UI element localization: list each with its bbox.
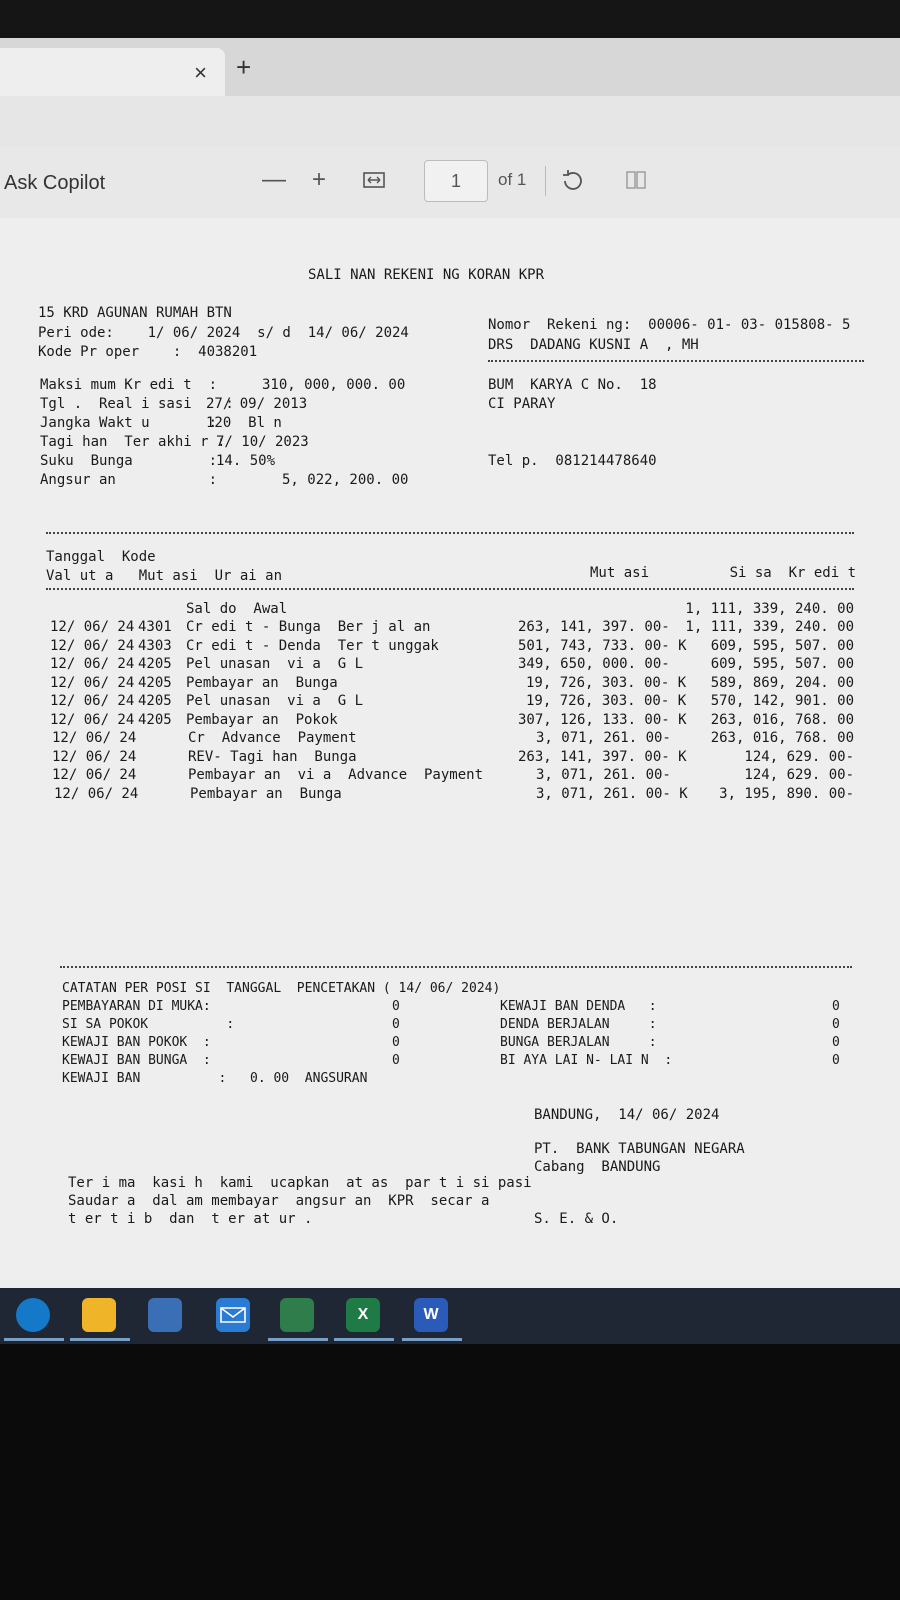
note-label: DENDA BERJALAN : bbox=[500, 1017, 657, 1032]
browser-tab[interactable] bbox=[0, 48, 225, 96]
note-value: 0 bbox=[392, 1053, 400, 1068]
row-balance: 609, 595, 507. 00 bbox=[710, 638, 854, 654]
row-balance: 263, 016, 768. 00 bbox=[710, 730, 854, 746]
note-label: KEWAJI BAN BUNGA : bbox=[62, 1053, 211, 1068]
row-code: 4205 bbox=[138, 656, 172, 672]
edge-icon[interactable] bbox=[16, 1298, 50, 1332]
column-header-tanggal: Tanggal Kode bbox=[46, 549, 156, 565]
dotted-separator bbox=[60, 966, 852, 968]
info-value: 5, 022, 200. 00 bbox=[282, 472, 409, 488]
store-icon[interactable] bbox=[148, 1298, 182, 1332]
thanks-line-2: Saudar a dal am membayar angsur an KPR secar a bbox=[68, 1193, 490, 1209]
zoom-in-icon[interactable]: + bbox=[312, 166, 327, 193]
row-description: Cr edi t - Bunga Ber j al an bbox=[186, 619, 431, 635]
row-description: Pel unasan vi a G L bbox=[186, 693, 364, 709]
row-description: Pembayar an vi a Advance Payment bbox=[188, 767, 484, 783]
row-balance: 589, 869, 204. 00 bbox=[710, 675, 854, 691]
row-description: Pembayar an Bunga bbox=[186, 675, 338, 691]
phone: Tel p. 081214478640 bbox=[488, 453, 657, 469]
info-label: Jangka Wakt u : bbox=[40, 415, 218, 431]
row-description: REV- Tagi han Bunga bbox=[188, 749, 357, 765]
info-label: Tagi han Ter akhi r : bbox=[40, 434, 226, 450]
fit-page-icon[interactable] bbox=[362, 168, 386, 199]
row-mutation: 3, 071, 261. 00- bbox=[536, 767, 671, 783]
row-description: Pel unasan vi a G L bbox=[186, 656, 364, 672]
column-header-sisa-kredit: Si sa Kr edi t bbox=[729, 565, 856, 581]
address-line-2: CI PARAY bbox=[488, 396, 556, 412]
new-tab-icon[interactable]: + bbox=[236, 52, 252, 82]
dotted-separator bbox=[46, 588, 854, 590]
note-value: 0 bbox=[392, 1035, 400, 1050]
row-balance: 263, 016, 768. 00 bbox=[710, 712, 854, 728]
row-description: Sal do Awal bbox=[186, 601, 288, 617]
branch-name: Cabang BANDUNG bbox=[534, 1159, 661, 1175]
active-indicator bbox=[70, 1338, 130, 1341]
note-value: 0 bbox=[832, 1035, 840, 1050]
note-value: 0 bbox=[832, 1017, 840, 1032]
note-label: KEWAJI BAN POKOK : bbox=[62, 1035, 211, 1050]
row-date: 12/ 06/ 24 bbox=[50, 712, 135, 728]
kewajiban-label: KEWAJI BAN : bbox=[62, 1071, 227, 1086]
pdf-page bbox=[0, 218, 900, 1288]
file-explorer-icon[interactable] bbox=[82, 1298, 116, 1332]
signature-note: S. E. & O. bbox=[534, 1211, 619, 1227]
active-indicator bbox=[402, 1338, 462, 1341]
customer-name: DRS DADANG KUSNI A , MH bbox=[488, 337, 699, 353]
info-value: 27/ 09/ 2013 bbox=[206, 396, 308, 412]
row-description: Cr Advance Payment bbox=[188, 730, 357, 746]
info-value: 14. 50% bbox=[216, 453, 276, 469]
page-count: of 1 bbox=[498, 170, 527, 189]
project-icon[interactable] bbox=[280, 1298, 314, 1332]
thanks-line-1: Ter i ma kasi h kami ucapkan at as par t i si pasi bbox=[68, 1175, 532, 1191]
document-title: SALI NAN REKENI NG KORAN KPR bbox=[308, 267, 545, 283]
active-indicator bbox=[268, 1338, 328, 1341]
note-label: SI SA POKOK : bbox=[62, 1017, 235, 1032]
place-date: BANDUNG, 14/ 06/ 2024 bbox=[534, 1107, 720, 1123]
page-number-input[interactable]: 1 bbox=[424, 160, 488, 202]
row-date: 12/ 06/ 24 bbox=[50, 693, 135, 709]
excel-icon[interactable]: X bbox=[346, 1298, 380, 1332]
pdf-toolbar bbox=[0, 146, 900, 219]
row-mutation: 3, 071, 261. 00- bbox=[536, 730, 671, 746]
info-label: Maksi mum Kr edi t : bbox=[40, 377, 218, 393]
row-mutation: 501, 743, 733. 00- K bbox=[518, 638, 687, 654]
row-mutation: 307, 126, 133. 00- K bbox=[518, 712, 687, 728]
row-mutation: 263, 141, 397. 00- K bbox=[518, 749, 687, 765]
account-number: Nomor Rekeni ng: 00006- 01- 03- 015808- 5 bbox=[488, 317, 851, 333]
mail-icon[interactable] bbox=[216, 1298, 250, 1332]
tab-bar bbox=[0, 38, 900, 96]
row-date: 12/ 06/ 24 bbox=[50, 675, 135, 691]
info-label: Tgl . Real i sasi : bbox=[40, 396, 234, 412]
note-value: 0 bbox=[392, 999, 400, 1014]
notes-title: CATATAN PER POSI SI TANGGAL PENCETAKAN ( 14/ 06/ 2024) bbox=[62, 981, 501, 996]
dotted-separator bbox=[488, 360, 864, 362]
row-date: 12/ 06/ 24 bbox=[52, 730, 137, 746]
row-balance: 570, 142, 901. 00 bbox=[710, 693, 854, 709]
word-icon[interactable]: W bbox=[414, 1298, 448, 1332]
row-date: 12/ 06/ 24 bbox=[54, 786, 139, 802]
toolbar-divider bbox=[545, 166, 546, 196]
note-label: PEMBAYARAN DI MUKA: bbox=[62, 999, 211, 1014]
ask-copilot-button[interactable]: Ask Copilot bbox=[4, 172, 106, 194]
row-balance: 609, 595, 507. 00 bbox=[710, 656, 854, 672]
info-value: 7/ 10/ 2023 bbox=[216, 434, 309, 450]
row-balance: 1, 111, 339, 240. 00 bbox=[685, 619, 854, 635]
column-header-valuta: Val ut a Mut asi Ur ai an bbox=[46, 568, 283, 584]
screen bbox=[0, 38, 900, 1288]
dotted-separator bbox=[46, 532, 854, 534]
row-code: 4205 bbox=[138, 712, 172, 728]
row-mutation: 19, 726, 303. 00- K bbox=[526, 675, 687, 691]
note-value: 0 bbox=[392, 1017, 400, 1032]
row-date: 12/ 06/ 24 bbox=[50, 656, 135, 672]
info-value: 310, 000, 000. 00 bbox=[262, 377, 406, 393]
row-mutation: 263, 141, 397. 00- bbox=[518, 619, 670, 635]
period: Peri ode: 1/ 06/ 2024 s/ d 14/ 06/ 2024 bbox=[38, 325, 409, 341]
row-mutation: 3, 071, 261. 00- K bbox=[536, 786, 688, 802]
row-balance: 124, 629. 00- bbox=[744, 767, 854, 783]
close-tab-icon[interactable]: × bbox=[194, 60, 207, 85]
active-indicator bbox=[334, 1338, 394, 1341]
rotate-icon[interactable] bbox=[560, 168, 586, 201]
address-line-1: BUM KARYA C No. 18 bbox=[488, 377, 657, 393]
note-value: 0 bbox=[832, 1053, 840, 1068]
row-code: 4301 bbox=[138, 619, 172, 635]
column-header-mutasi: Mut asi bbox=[590, 565, 650, 581]
note-label: BI AYA LAI N- LAI N : bbox=[500, 1053, 673, 1068]
monitor-bezel bbox=[0, 0, 900, 38]
row-date: 12/ 06/ 24 bbox=[52, 749, 137, 765]
row-balance: 1, 111, 339, 240. 00 bbox=[685, 601, 854, 617]
bank-name: PT. BANK TABUNGAN NEGARA bbox=[534, 1141, 745, 1157]
row-mutation: 19, 726, 303. 00- K bbox=[526, 693, 687, 709]
kewajiban-value: 0. 00 ANGSURAN bbox=[250, 1071, 368, 1086]
row-code: 4205 bbox=[138, 675, 172, 691]
thanks-line-3: t er t i b dan t er at ur . bbox=[68, 1211, 313, 1227]
row-date: 12/ 06/ 24 bbox=[52, 767, 137, 783]
note-label: BUNGA BERJALAN : bbox=[500, 1035, 657, 1050]
note-value: 0 bbox=[832, 999, 840, 1014]
zoom-out-icon[interactable]: — bbox=[262, 166, 286, 193]
row-balance: 3, 195, 890. 00- bbox=[719, 786, 854, 802]
product-name: 15 KRD AGUNAN RUMAH BTN bbox=[38, 305, 232, 321]
row-date: 12/ 06/ 24 bbox=[50, 619, 135, 635]
row-mutation: 349, 650, 000. 00- bbox=[518, 656, 670, 672]
row-description: Pembayar an Bunga bbox=[190, 786, 342, 802]
note-label: KEWAJI BAN DENDA : bbox=[500, 999, 657, 1014]
row-date: 12/ 06/ 24 bbox=[50, 638, 135, 654]
kode-proper: Kode Pr oper : 4038201 bbox=[38, 344, 258, 360]
row-code: 4303 bbox=[138, 638, 172, 654]
row-description: Pembayar an Pokok bbox=[186, 712, 338, 728]
info-label: Angsur an : bbox=[40, 472, 218, 488]
page-view-icon[interactable] bbox=[624, 168, 648, 199]
info-value: 120 Bl n bbox=[206, 415, 282, 431]
active-indicator bbox=[4, 1338, 64, 1341]
row-description: Cr edi t - Denda Ter t unggak bbox=[186, 638, 439, 654]
row-balance: 124, 629. 00- bbox=[744, 749, 854, 765]
row-code: 4205 bbox=[138, 693, 172, 709]
info-label: Suku Bunga : bbox=[40, 453, 218, 469]
taskbar bbox=[0, 1288, 900, 1344]
